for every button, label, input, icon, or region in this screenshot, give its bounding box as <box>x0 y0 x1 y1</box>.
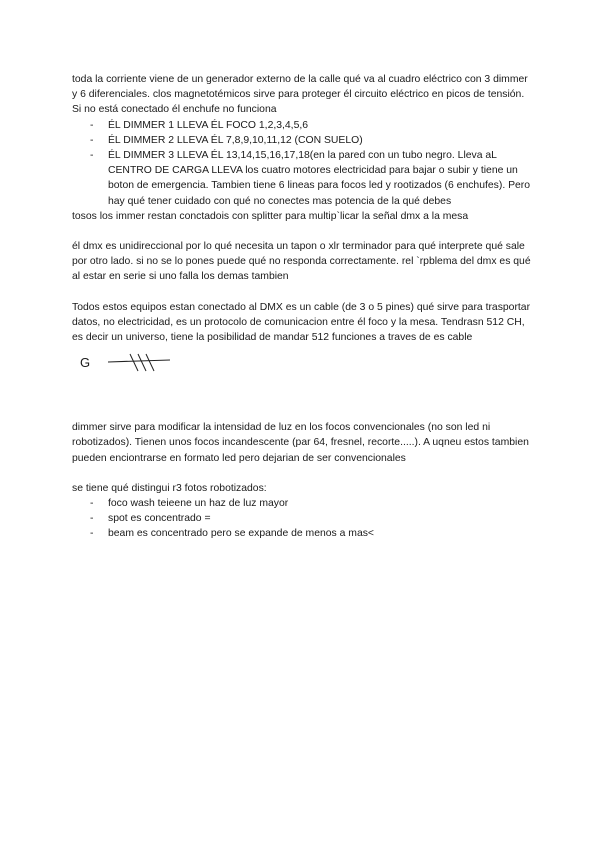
spacer <box>72 405 532 420</box>
paragraph-dmx-cable: Todos estos equipos estan conectado al DMX es un cable (de 3 o 5 pines) qué sirve para trasportar datos, no electricidad, es un protocolo de comunicacion entre él foco y la mesa. Tendrasn 512 CH, es decir un universo, tiene la posibilidad de mandar 512 funciones a traves de es cable <box>72 301 531 344</box>
spacer <box>72 224 532 239</box>
robot-fixture-item: - beam es concentrado pero se expande de menos a mas< <box>72 526 532 541</box>
paragraph-power-supply: toda la corriente viene de un generador externo de la calle qué va al cuadro eléctrico con 3 dimmer y 6 diferenciales. clos magnetotémicos sirve para proteger él circuito eléctrico en picos de tensión. Si no está conectado él enchufe no funciona <box>72 74 528 116</box>
document-body <box>72 72 532 542</box>
spacer <box>72 285 532 300</box>
dimmer-list-item: - ÉL DIMMER 3 LLEVA ÉL 13,14,15,16,17,18(en la pared con un tubo negro. Lleva aL CENTRO DE CARGA LLEVA los cuatro motores electricidad para bajar o subir y tiene un boton de emergencia. Tambien tiene 6 lineas para focos led y rootizados (6 enchufes). Pero hay qué tener cuidado con qué no conectes mas potencia de la qué debes <box>72 148 532 209</box>
dimmer-list-item: - ÉL DIMMER 1 LLEVA ÉL FOCO 1,2,3,4,5,6 <box>72 118 532 133</box>
cable-strike-icon <box>106 349 176 379</box>
cable-sketch <box>72 345 532 390</box>
paragraph-dmx-terminator: él dmx es unidireccional por lo qué necesita un tapon o xlr terminador para qué interprete qué sale por otro lado. si no se lo pones puede qué no responda correctamente. rel `rpblema del dmx es qué al estar en serie si uno falla los demas tambien <box>72 241 531 283</box>
paragraph-dimmer-usage: dimmer sirve para modificar la intensidad de luz en los focos convencionales (no son led ni robotizados). Tienen unos focos incandescente (par 64, fresnel, recorte.....). A uqneu estos tambien pueden enciontrarse en formato led pero dejarian de ser convencionales <box>72 422 529 464</box>
robot-fixture-item: - foco wash teieene un haz de luz mayor <box>72 496 532 511</box>
dimmer-list <box>72 118 532 209</box>
cable-sketch-label: G <box>80 355 91 371</box>
paragraph-splitter: tosos los immer restan conctadois con splitter para multip`licar la señal dmx a la mesa <box>72 210 469 222</box>
dimmer-list-item: - ÉL DIMMER 2 LLEVA ÉL 7,8,9,10,11,12 (CON SUELO) <box>72 133 532 148</box>
robot-fixture-item: - spot es concentrado = <box>72 511 532 526</box>
paragraph-robot-fixtures: se tiene qué distingui r3 fotos robotizados: <box>72 482 267 494</box>
spacer <box>72 390 532 405</box>
robot-fixture-list <box>72 496 532 542</box>
spacer <box>72 466 532 481</box>
